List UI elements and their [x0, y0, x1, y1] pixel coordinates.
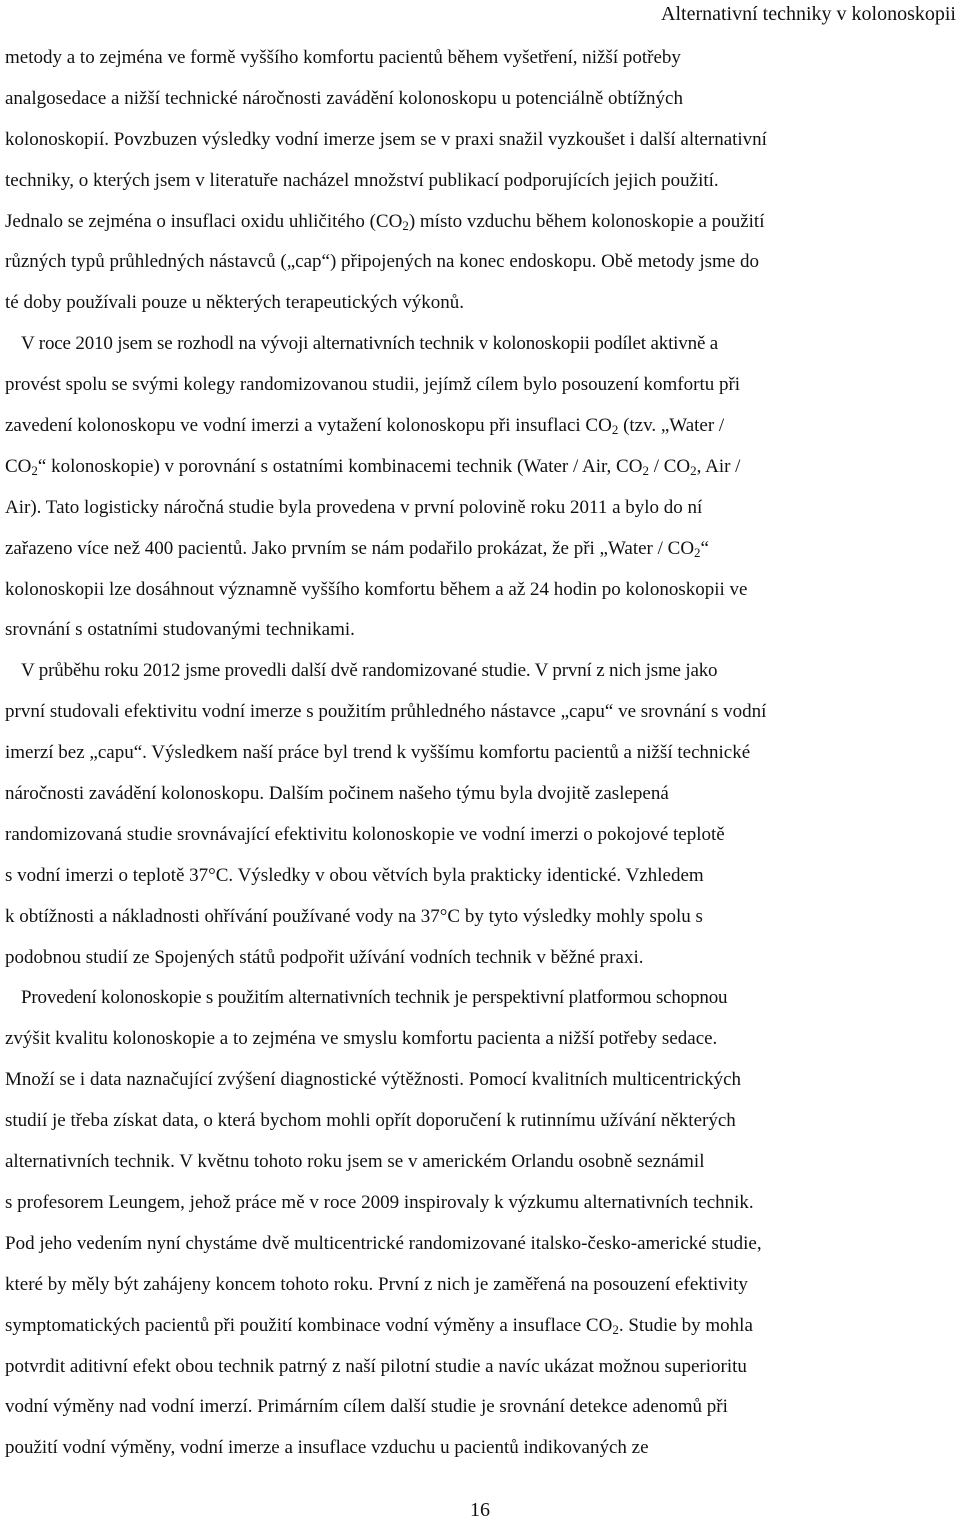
text-segment: s vodní imerzi o teplotě 37°C. Výsledky v obou větvích byla prakticky identické. Vzhledem	[5, 864, 704, 886]
text-line	[5, 529, 955, 570]
subscript: 2	[612, 1321, 619, 1337]
text-line	[5, 733, 955, 774]
text-line	[5, 774, 955, 815]
text-segment: V roce 2010 jsem se rozhodl na vývoji alternativních technik v kolonoskopii podílet aktivně a	[21, 333, 719, 355]
text-segment: k obtížnosti a nákladnosti ohřívání používané vody na 37°C by tyto výsledky mohly spolu s	[5, 905, 703, 927]
text-line	[5, 1060, 955, 1101]
text-segment: potvrdit aditivní efekt obou technik patrný z naší pilotní studie a navíc ukázat možnou superioritu	[5, 1355, 747, 1377]
text-segment: Air). Tato logisticky náročná studie byla provedena v první polovině roku 2011 a bylo do ní	[5, 496, 703, 518]
text-line	[5, 1387, 955, 1428]
running-header: Alternativní techniky v kolonoskopii	[661, 3, 956, 25]
text-segment: různých typů průhledných nástavců („cap“) připojených na konec endoskopu. Obě metody jsme do	[5, 251, 759, 273]
text-segment: náročnosti zavádění kolonoskopu. Dalším počinem našeho týmu byla dvojitě zaslepená	[5, 783, 669, 805]
subscript: 2	[611, 422, 619, 438]
text-segment: randomizovaná studie srovnávající efektivitu kolonoskopie ve vodní imerzi o pokojové teplotě	[5, 823, 725, 845]
text-segment: první studovali efektivitu vodní imerze s použitím průhledného nástavce „capu“ ve srovnání s vodní	[5, 701, 767, 723]
text-line	[5, 365, 955, 406]
text-line	[5, 1142, 955, 1183]
text-line	[5, 570, 955, 611]
text-line	[5, 79, 955, 120]
text-line	[5, 692, 955, 733]
text-segment: Provedení kolonoskopie s použitím alternativních technik je perspektivní platformou schopnou	[21, 987, 728, 1009]
text-line	[5, 242, 955, 283]
text-line	[5, 38, 955, 79]
text-segment: studií je třeba získat data, o která bychom mohli opřít doporučení k rutinnímu užívání některých	[5, 1110, 736, 1132]
text-segment: vodní výměny nad vodní imerzí. Primárním cílem další studie je srovnání detekce adenomů při	[5, 1396, 728, 1418]
text-segment: (tzv. „Water /	[618, 415, 725, 437]
text-line	[5, 283, 955, 324]
text-line	[5, 161, 955, 202]
subscript: 2	[402, 217, 409, 233]
text-line	[5, 1265, 955, 1306]
body-text	[5, 38, 955, 1469]
text-segment: zařazeno více než 400 pacientů. Jako prvním se nám podařilo prokázat, že při „Water / CO	[5, 537, 695, 559]
text-line	[5, 610, 955, 651]
text-line	[5, 447, 955, 488]
text-line	[5, 324, 955, 365]
text-line	[5, 978, 955, 1019]
subscript: 2	[690, 462, 697, 478]
text-segment: symptomatických pacientů při použití kombinace vodní výměny a insuflace CO	[5, 1314, 613, 1336]
text-line	[5, 120, 955, 161]
subscript: 2	[642, 462, 649, 478]
text-segment: Jednalo se zejména o insuflaci oxidu uhličitého (CO	[5, 210, 403, 232]
text-segment: Množí se i data naznačující zvýšení diagnostické výtěžnosti. Pomocí kvalitních multicentrických	[5, 1069, 742, 1091]
text-segment: provést spolu se svými kolegy randomizovanou studii, jejímž cílem bylo posouzení komfortu při	[5, 374, 741, 396]
text-segment: s profesorem Leungem, jehož práce mě v roce 2009 inspirovaly k výzkumu alternativních technik.	[5, 1191, 754, 1213]
text-line	[5, 406, 955, 447]
text-segment: techniky, o kterých jsem v literatuře nacházel množství publikací podporujících jejich použití.	[5, 169, 719, 191]
text-line	[5, 856, 955, 897]
text-segment: srovnání s ostatními studovanými technikami.	[5, 619, 355, 641]
text-segment: imerzí bez „capu“. Výsledkem naší práce byl trend k vyššímu komfortu pacientů a nižší technické	[5, 742, 751, 764]
text-line	[5, 938, 955, 979]
text-segment: té doby používali pouze u některých terapeutických výkonů.	[5, 292, 465, 314]
text-segment: alternativních technik. V květnu tohoto roku jsem se v americkém Orlandu osobně seznámil	[5, 1151, 705, 1173]
text-line	[5, 651, 955, 692]
text-line	[5, 1306, 955, 1347]
text-line	[5, 202, 955, 243]
text-line	[5, 1224, 955, 1265]
text-segment: kolonoskopii lze dosáhnout významně vyššího komfortu během a až 24 hodin po kolonoskopii ve	[5, 578, 748, 600]
subscript: 2	[31, 462, 38, 478]
text-segment: metody a to zejména ve formě vyššího komfortu pacientů během vyšetření, nižší potřeby	[5, 47, 681, 68]
text-line	[5, 1347, 955, 1388]
text-segment: CO	[5, 455, 32, 477]
text-line	[5, 1019, 955, 1060]
text-line	[5, 815, 955, 856]
text-segment: ) místo vzduchu během kolonoskopie a použití	[408, 210, 765, 232]
text-segment: zavedení kolonoskopu ve vodní imerzi a vytažení kolonoskopu při insuflaci CO	[5, 415, 612, 437]
text-line	[5, 1101, 955, 1142]
text-segment: “	[700, 537, 709, 559]
text-segment: kolonoskopií. Povzbuzen výsledky vodní imerze jsem se v praxi snažil vyzkoušet i další alternativní	[5, 128, 767, 150]
text-segment: “ kolonoskopie) v porovnání s ostatními kombinacemi technik (Water / Air, CO	[37, 455, 643, 477]
text-segment: , Air /	[696, 455, 741, 477]
text-segment: podobnou studií ze Spojených států podpořit užívání vodních technik v běžné praxi.	[5, 946, 644, 968]
text-segment: které by měly být zahájeny koncem tohoto roku. První z nich je zaměřená na posouzení efektivity	[5, 1273, 748, 1295]
text-segment: / CO	[648, 455, 691, 477]
text-segment: Pod jeho vedením nyní chystáme dvě multicentrické randomizované italsko-česko-americké studie,	[5, 1232, 762, 1254]
text-segment: analgosedace a nižší technické náročnosti zavádění kolonoskopu u potenciálně obtížných	[5, 87, 683, 109]
text-line	[5, 897, 955, 938]
text-line	[5, 488, 955, 529]
text-segment: použití vodní výměny, vodní imerze a insuflace vzduchu u pacientů indikovaných ze	[5, 1437, 649, 1459]
text-segment: zvýšit kvalitu kolonoskopie a to zejména ve smyslu komfortu pacienta a nižší potřeby sedace.	[5, 1028, 718, 1050]
text-segment: V průběhu roku 2012 jsme provedli další dvě randomizované studie. V první z nich jsme jako	[21, 660, 718, 682]
text-segment: . Studie by mohla	[618, 1314, 753, 1336]
text-line	[5, 1428, 955, 1469]
text-line	[5, 1183, 955, 1224]
subscript: 2	[694, 544, 701, 560]
page-number: 16	[470, 1499, 490, 1521]
